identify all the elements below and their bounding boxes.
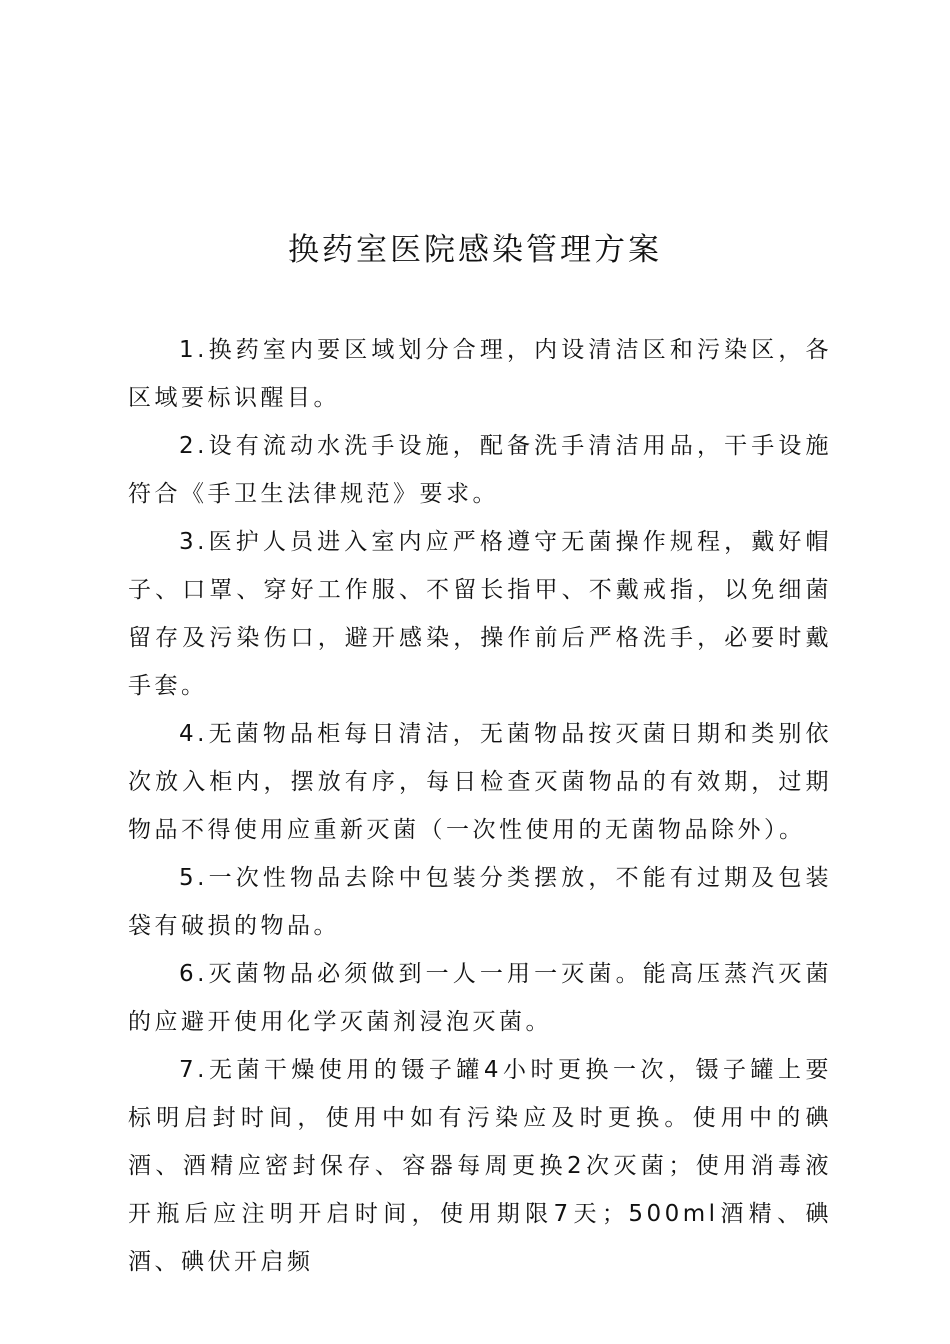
- paragraph-1: 1.换药室内要区域划分合理，内设清洁区和污染区，各区域要标识醒目。: [128, 337, 832, 411]
- paragraph-4: 4.无菌物品柜每日清洁，无菌物品按灭菌日期和类别依次放入柜内，摆放有序，每日检查灭菌物品的有效期，过期物品不得使用应重新灭菌（一次性使用的无菌物品除外）。: [128, 721, 832, 843]
- paragraph-7: 7.无菌干燥使用的镊子罐4小时更换一次，镊子罐上要标明启封时间，使用中如有污染应及时更换。使用中的碘酒、酒精应密封保存、容器每周更换2次灭菌；使用消毒液开瓶后应注明开启时间，使用期限7天；500ml酒精、碘酒、碘伏开启频: [128, 1057, 832, 1275]
- paragraph-6: 6.灭菌物品必须做到一人一用一灭菌。能高压蒸汽灭菌的应避开使用化学灭菌剂浸泡灭菌。: [128, 961, 832, 1035]
- document-body: [128, 326, 832, 1286]
- paragraph-5: 5.一次性物品去除中包装分类摆放，不能有过期及包装袋有破损的物品。: [128, 865, 832, 939]
- paragraph-3: 3.医护人员进入室内应严格遵守无菌操作规程，戴好帽子、口罩、穿好工作服、不留长指甲、不戴戒指，以免细菌留存及污染伤口，避开感染，操作前后严格洗手，必要时戴手套。: [128, 529, 832, 699]
- document-title: 换药室医院感染管理方案: [288, 232, 662, 268]
- paragraph-2: 2.设有流动水洗手设施，配备洗手清洁用品，干手设施符合《手卫生法律规范》要求。: [128, 433, 832, 507]
